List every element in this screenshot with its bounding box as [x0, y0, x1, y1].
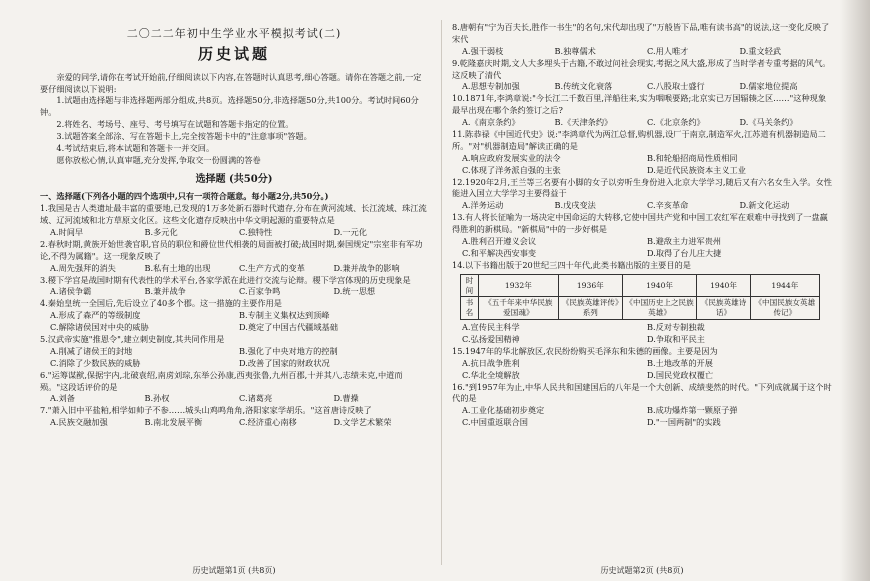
table-row: [461, 297, 820, 320]
option: C.体现了洋务派自强的主张: [462, 164, 561, 175]
option: A.宣传民主科学: [462, 322, 520, 333]
option: D.重文轻武: [739, 45, 782, 56]
instructions: 一、选择题(下列各小题的四个选项中,只有一项符合题意。每小题2分,共50分。): [40, 191, 329, 202]
option: D.儒家地位提高: [739, 81, 798, 92]
option: B.孙权: [144, 393, 170, 404]
option: C.解除诸侯国对中央的威胁: [50, 322, 149, 333]
question-stem: 16."到1957年为止,中华人民共和国建国后的八年是一个大创新、成绩斐然的时代。"下列成就属于这个时代的是: [452, 381, 832, 404]
option-group: [452, 200, 832, 212]
question-stem: 5.汉武帝实施"推恩令",建立刺史制度,其共同作用是: [40, 334, 225, 344]
option: B.强化了中央对地方的控制: [239, 345, 338, 356]
option-group: [452, 117, 832, 129]
option: C.中国重返联合国: [462, 417, 528, 428]
question-stem: 12.1920年2月,王兰等三名要有小脚的女子以旁听生身份进入北京大学学习,随后又有六名女生入学。女性能进入国立大学学习主要得益于: [452, 176, 832, 199]
option-group: [452, 236, 832, 260]
option: C.辛亥革命: [647, 200, 689, 211]
page-shadow: [840, 0, 870, 581]
question-stem: 2.春秋时期,黄族开始世袭官职,官员的职位和爵位世代相袭的局面被打破;战国时期,秦国规定"宗室非有军功论,不得为属籍"。这一现象反映了: [40, 238, 423, 261]
option: A.刘备: [50, 393, 75, 404]
option: C.百家争鸣: [239, 286, 281, 297]
page-footer: 历史试题第2页 (共8页): [600, 566, 684, 576]
option: C.八股取士盛行: [647, 81, 705, 92]
question: [452, 382, 832, 430]
page-1: [40, 0, 428, 581]
option: A.胜利召开遵义会议: [462, 236, 537, 247]
question-list: [452, 346, 832, 429]
question-list: [40, 203, 428, 429]
option: A.形成了森严的等级制度: [50, 310, 141, 321]
option: B.兼并战争: [144, 286, 186, 297]
option: C.华北全境解放: [462, 369, 520, 380]
option-group: [40, 286, 428, 298]
option: B.和轮船招商局性质相同: [647, 152, 738, 163]
option: B.专制主义集权达到顶峰: [239, 310, 330, 321]
question-stem: 1.我国是古人类遗址最丰富的重要地,已发现的1万多处新石器时代遗存,分布在黄河流域、长江流域、珠江流域、辽河流域和北方草原文化区。这些文化遗存反映出中华文明起源的重要特点是: [40, 203, 427, 226]
option-group: [452, 153, 832, 177]
option-group: [452, 46, 832, 58]
question-stem: 9.乾隆嘉庆时期,文人大多埋头于古籍,不敢过问社会现实,考据之风大盛,形成了当时学者专重考据的风气。这反映了清代: [452, 57, 831, 80]
question-stem: 8.唐朝有"宁为百夫长,胜作一书生"的名句,宋代却出现了"万般皆下品,唯有读书高"的说法,这一变化反映了宋代: [452, 22, 830, 44]
option: B.独尊儒术: [554, 45, 596, 56]
option: D.争取和平民主: [647, 334, 705, 345]
option: C.独特性: [239, 226, 273, 237]
page-divider: [441, 20, 442, 565]
question: [40, 239, 428, 275]
option: B.传统文化衰落: [554, 81, 613, 92]
option: C.生产方式的变革: [239, 262, 305, 273]
option-group: [40, 393, 428, 405]
option: D.《马关条约》: [739, 117, 798, 128]
question-stem: 7."萧入旧中平盐粕,相学如帅子不参……城头山鸡鸣角角,洛阳家家学胡乐。"这首唐诗反映了: [40, 405, 372, 416]
option: B.避敌主力进军贵州: [647, 236, 722, 247]
option: D.取得了台儿庄大捷: [647, 247, 722, 258]
option: B.戊戌变法: [554, 200, 596, 211]
table-cell: 《民族英雄诗话》: [697, 297, 750, 320]
note-2: 2.将姓名、考场号、座号、考号填写在试题和答题卡指定的位置。: [56, 119, 294, 130]
option: B.私有土地的出现: [144, 262, 211, 273]
option: D.曹操: [333, 393, 359, 404]
exam-title: 二〇二二年初中生学业水平模拟考试(二): [126, 27, 342, 40]
option-group: [452, 358, 832, 382]
option-group: [40, 417, 428, 429]
option: B.《天津条约》: [554, 117, 613, 128]
q14-options: [452, 322, 832, 346]
option: D.兼并战争的影响: [333, 262, 400, 273]
option: D.文学艺术繁荣: [333, 417, 392, 428]
option: A.强干弱枝: [462, 45, 504, 56]
question: [40, 370, 428, 406]
question: [452, 260, 832, 272]
option: A.思想专制加强: [462, 81, 520, 92]
option: D.国民党政权覆亡: [647, 369, 714, 380]
option-group: [40, 310, 428, 334]
option: C.消除了少数民族的威胁: [50, 357, 141, 368]
question: [40, 298, 428, 334]
option: D.统一思想: [333, 286, 376, 297]
question-stem: 10.1871年,李鸿章说:"今长江二千数百里,洋船往来,实为咽喉要路;北京实已万国辐辏之区……"这种现象最早出现在哪个条约签订之后?: [452, 93, 827, 116]
option-group: [40, 346, 428, 370]
note-4: 4.考试结束后,将本试题和答题卡一并交回。: [56, 143, 215, 154]
table-row: [461, 274, 820, 297]
question-stem: 15.1947年的华北解放区,农民纷纷购买毛泽东和朱德的画像。主要是因为: [452, 345, 718, 356]
question-stem: 3.稷下学宫是战国时期有代表性的学术平台,各家学派在此进行交流与论辩。稷下学宫体现的历史现象是: [40, 274, 411, 285]
option: B.多元化: [144, 226, 178, 237]
note-3: 3.试题答案全部涂、写在答题卡上,完全按答题卡中的"注意事项"答题。: [56, 131, 312, 142]
question: [452, 22, 832, 58]
question: [452, 129, 832, 177]
question-stem: 6."运筹谋猷,保据宇内,北破袁绍,南虏刘琮,东举公孙康,西夷张鲁,九州百郡,十并其八,志绩未克,中道而殒。"这段话评价的是: [40, 369, 403, 392]
subject-title: 历史试题: [197, 44, 270, 63]
table-cell: 1940年: [697, 274, 750, 297]
option: A.工业化基础初步奠定: [462, 405, 545, 416]
option: A.诸侯争霸: [50, 286, 92, 297]
option: C.《北京条约》: [647, 117, 705, 128]
question-stem: 11.陈恭禄《中国近代史》说:"李鸿章代为两江总督,购机器,设厂于南京,制造军火,江苏道有机器制造局二所。"对"机器制造局"解读正确的是: [452, 129, 826, 151]
table-cell: 《民族英雄评传》系列: [558, 297, 622, 320]
option-group: [452, 405, 832, 429]
option-group: [40, 263, 428, 275]
table-header-cell: 时间: [461, 274, 479, 297]
option: A.洋务运动: [462, 200, 504, 211]
option-group: [40, 227, 428, 239]
option: A.周先强拜的消失: [50, 262, 116, 273]
option: A.削减了诸侯王的封地: [50, 345, 133, 356]
option: D.一元化: [333, 226, 367, 237]
table-cell: 《中国民族女英雄传记》: [750, 297, 819, 320]
question: [452, 93, 832, 129]
question: [452, 177, 832, 213]
question: [40, 405, 428, 429]
question: [40, 275, 428, 299]
question: [452, 346, 832, 382]
question: [452, 58, 832, 94]
option: B.南北发展平衡: [144, 417, 203, 428]
option: A.抗日战争胜利: [462, 357, 520, 368]
option: C.经济重心南移: [239, 417, 297, 428]
table-cell: 《五千年来中华民族爱国魂》: [478, 297, 558, 320]
option: B.成功爆炸第一颗原子弹: [647, 405, 738, 416]
question: [40, 203, 428, 239]
question-stem: 14.以下书籍出版于20世纪三四十年代,此类书籍出版的主要目的是: [452, 259, 691, 270]
option: A.《南京条约》: [462, 117, 520, 128]
option: C.诸葛亮: [239, 393, 273, 404]
page-footer: 历史试题第1页 (共8页): [192, 566, 276, 576]
table-cell: 1936年: [558, 274, 622, 297]
option: D.是近代民族资本主义工业: [647, 164, 746, 175]
option: D.改善了国家的财政状况: [239, 357, 330, 368]
option: C.和平解决西安事变: [462, 247, 537, 258]
question-list: [452, 22, 832, 272]
option: D."一国两制"的实践: [647, 417, 721, 428]
book-table: [460, 274, 820, 320]
note-1: 1.试题由选择题与非选择题两部分组成,共8页。选择题50分,非选择题50分,共100分。考试时间60分钟。: [40, 95, 419, 118]
table-cell: 1932年: [478, 274, 558, 297]
table-cell: 《中国历史上之民族英雄》: [622, 297, 697, 320]
question-stem: 13.有人将长征喻为一场决定中国命运的大转移,它使中国共产党和中国工农红军在艰难中寻找到了一盘赢得胜利的新棋局。"新棋局"中的一步好棋是: [452, 212, 828, 235]
option: D.奠定了中国古代疆域基础: [239, 322, 338, 333]
option: A.民族交融加强: [50, 417, 108, 428]
option: B.土地改革的开展: [647, 357, 713, 368]
option: C.用人唯才: [647, 45, 689, 56]
table-cell: 1940年: [622, 274, 697, 297]
table-cell: 1944年: [750, 274, 819, 297]
question: [452, 212, 832, 260]
greeting-text: 亲爱的同学,请你在考试开始前,仔细阅读以下内容,在答题时认真思考,细心答题。请你在答题之前,一定要仔细阅读以下说明:: [40, 71, 422, 94]
question-stem: 4.秦始皇统一全国后,先后设立了40多个郡。这一措施的主要作用是: [40, 298, 282, 309]
question: [40, 334, 428, 370]
note-5: 愿你放松心情,认真审题,充分发挥,争取交一份圆满的答卷: [56, 154, 261, 165]
table-header-cell: 书名: [461, 297, 479, 320]
option: B.反对专制独裁: [647, 322, 705, 333]
option: D.新文化运动: [739, 200, 790, 211]
option: A.响应政府发展实业的法令: [462, 152, 561, 163]
option-group: [452, 81, 832, 93]
page-2: [452, 0, 832, 581]
option: C.弘扬爱国精神: [462, 334, 520, 345]
section-title: 选择题 (共50分): [195, 173, 273, 185]
option: A.时间早: [50, 226, 84, 237]
